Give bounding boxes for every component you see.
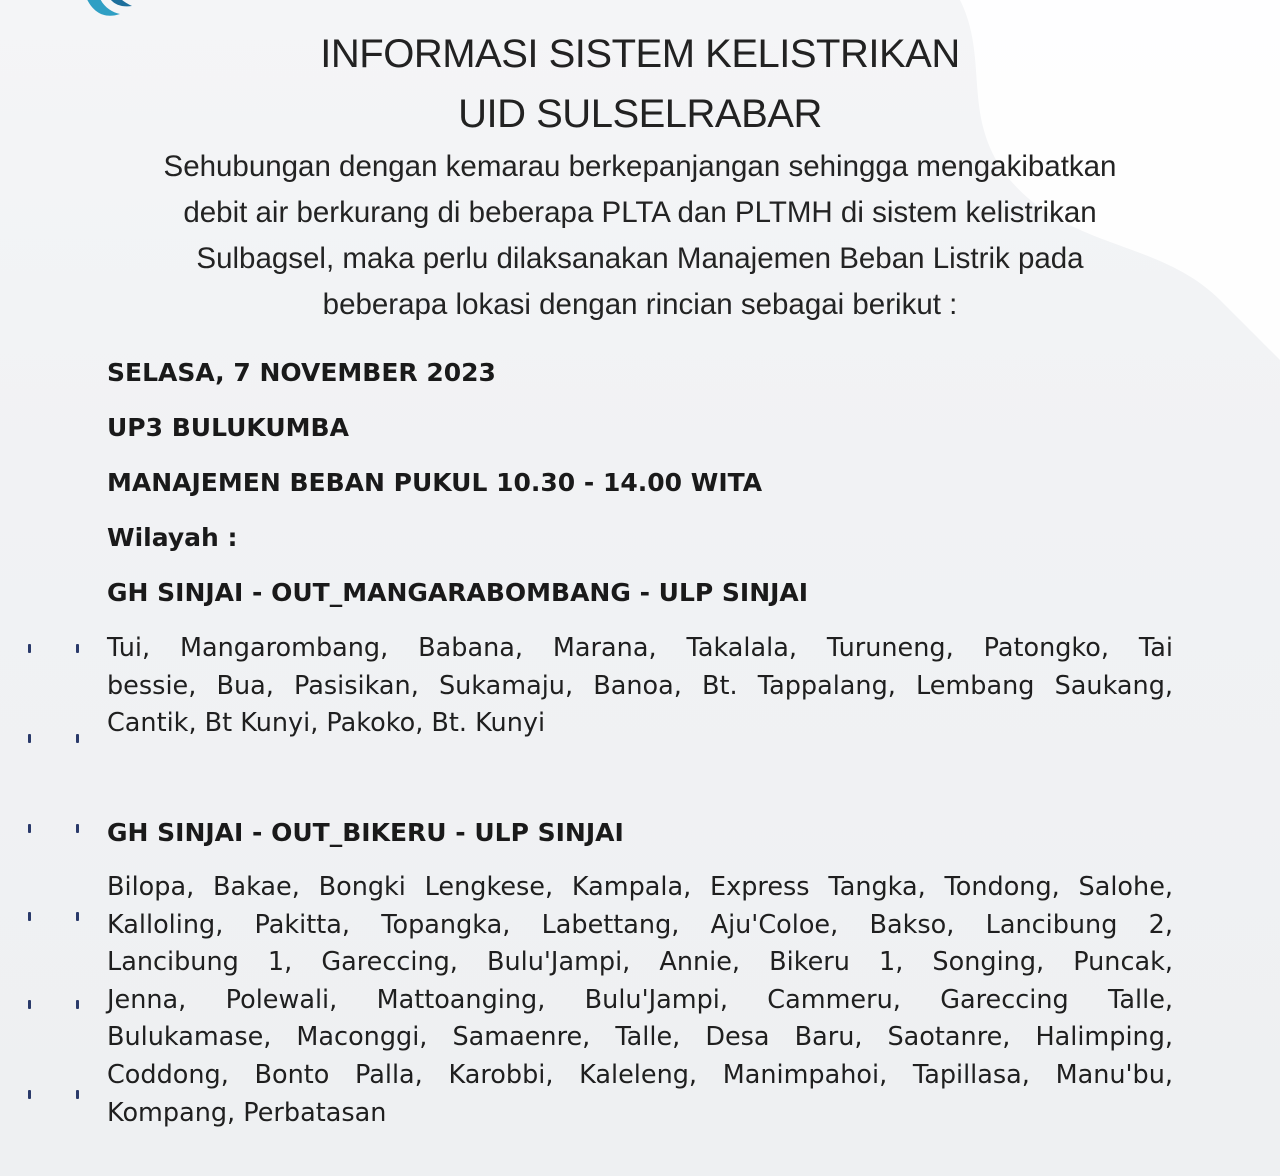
list-line: bessie, Bua, Pasisikan, Sukamaju, Banoa, Bt. Tappalang, Lembang Saukang, bbox=[107, 670, 1173, 701]
margin-mark-icon bbox=[28, 734, 31, 743]
margin-mark-icon bbox=[76, 912, 79, 921]
page-title-line-2: UID SULSELRABAR bbox=[458, 92, 822, 136]
list-line: Lancibung 1, Gareccing, Bulu'Jampi, Annie, Bikeru 1, Songing, Puncak, bbox=[107, 947, 1173, 978]
list-line: Bulukamase, Maconggi, Samaenre, Talle, Desa Baru, Saotanre, Halimping, bbox=[107, 1022, 1173, 1053]
margin-mark-icon bbox=[28, 912, 31, 921]
margin-mark-icon bbox=[28, 1000, 31, 1009]
margin-mark-icon bbox=[28, 1090, 31, 1099]
margin-mark-icon bbox=[28, 824, 31, 833]
margin-mark-icon bbox=[76, 644, 79, 653]
list-line: Jenna, Polewali, Mattoanging, Bulu'Jampi, Cammeru, Gareccing Talle, bbox=[107, 984, 1173, 1015]
intro-text-line-4: beberapa lokasi dengan rincian sebagai berikut : bbox=[322, 288, 958, 321]
intro-text-line-1: Sehubungan dengan kemarau berkepanjangan sehingga mengakibatkan bbox=[163, 150, 1117, 183]
region-label: Wilayah : bbox=[107, 523, 238, 552]
intro-text-line-3: Sulbagsel, maka perlu dilaksanakan Manajemen Beban Listrik pada bbox=[196, 242, 1084, 275]
list-line: Bilopa, Bakae, Bongki Lengkese, Kampala, Express Tangka, Tondong, Salohe, bbox=[107, 872, 1173, 902]
margin-mark-icon bbox=[76, 824, 79, 833]
page-title-line-1: INFORMASI SISTEM KELISTRIKAN bbox=[320, 32, 960, 76]
list-line: Kompang, Perbatasan bbox=[107, 1097, 387, 1128]
section-list-bikeru bbox=[107, 869, 1173, 1132]
list-line: Coddong, Bonto Palla, Karobbi, Kaleleng, Manimpahoi, Tapillasa, Manu'bu, bbox=[107, 1059, 1173, 1090]
section-heading-mangarabombang: GH SINJAI - OUT_MANGARABOMBANG - ULP SINJAI bbox=[107, 578, 809, 607]
schedule-heading: MANAJEMEN BEBAN PUKUL 10.30 - 14.00 WITA bbox=[107, 468, 763, 497]
section-heading-bikeru: GH SINJAI - OUT_BIKERU - ULP SINJAI bbox=[107, 818, 624, 847]
margin-mark-icon bbox=[28, 644, 31, 653]
margin-mark-icon bbox=[76, 1090, 79, 1099]
margin-mark-icon bbox=[76, 1000, 79, 1009]
list-line: Kalloling, Pakitta, Topangka, Labettang, Aju'Coloe, Bakso, Lancibung 2, bbox=[107, 909, 1173, 940]
list-line: Cantik, Bt Kunyi, Pakoko, Bt. Kunyi bbox=[107, 708, 546, 739]
intro-text-line-2: debit air berkurang di beberapa PLTA dan PLTMH di sistem kelistrikan bbox=[183, 196, 1097, 229]
logo-corner-icon bbox=[80, 0, 140, 28]
list-line: Tui, Mangarombang, Babana, Marana, Takalala, Turuneng, Patongko, Tai bbox=[107, 633, 1173, 663]
section-list-mangarabombang bbox=[107, 630, 1173, 743]
margin-mark-icon bbox=[76, 734, 79, 743]
unit-heading: UP3 BULUKUMBA bbox=[107, 413, 349, 442]
date-heading: SELASA, 7 NOVEMBER 2023 bbox=[107, 358, 496, 387]
